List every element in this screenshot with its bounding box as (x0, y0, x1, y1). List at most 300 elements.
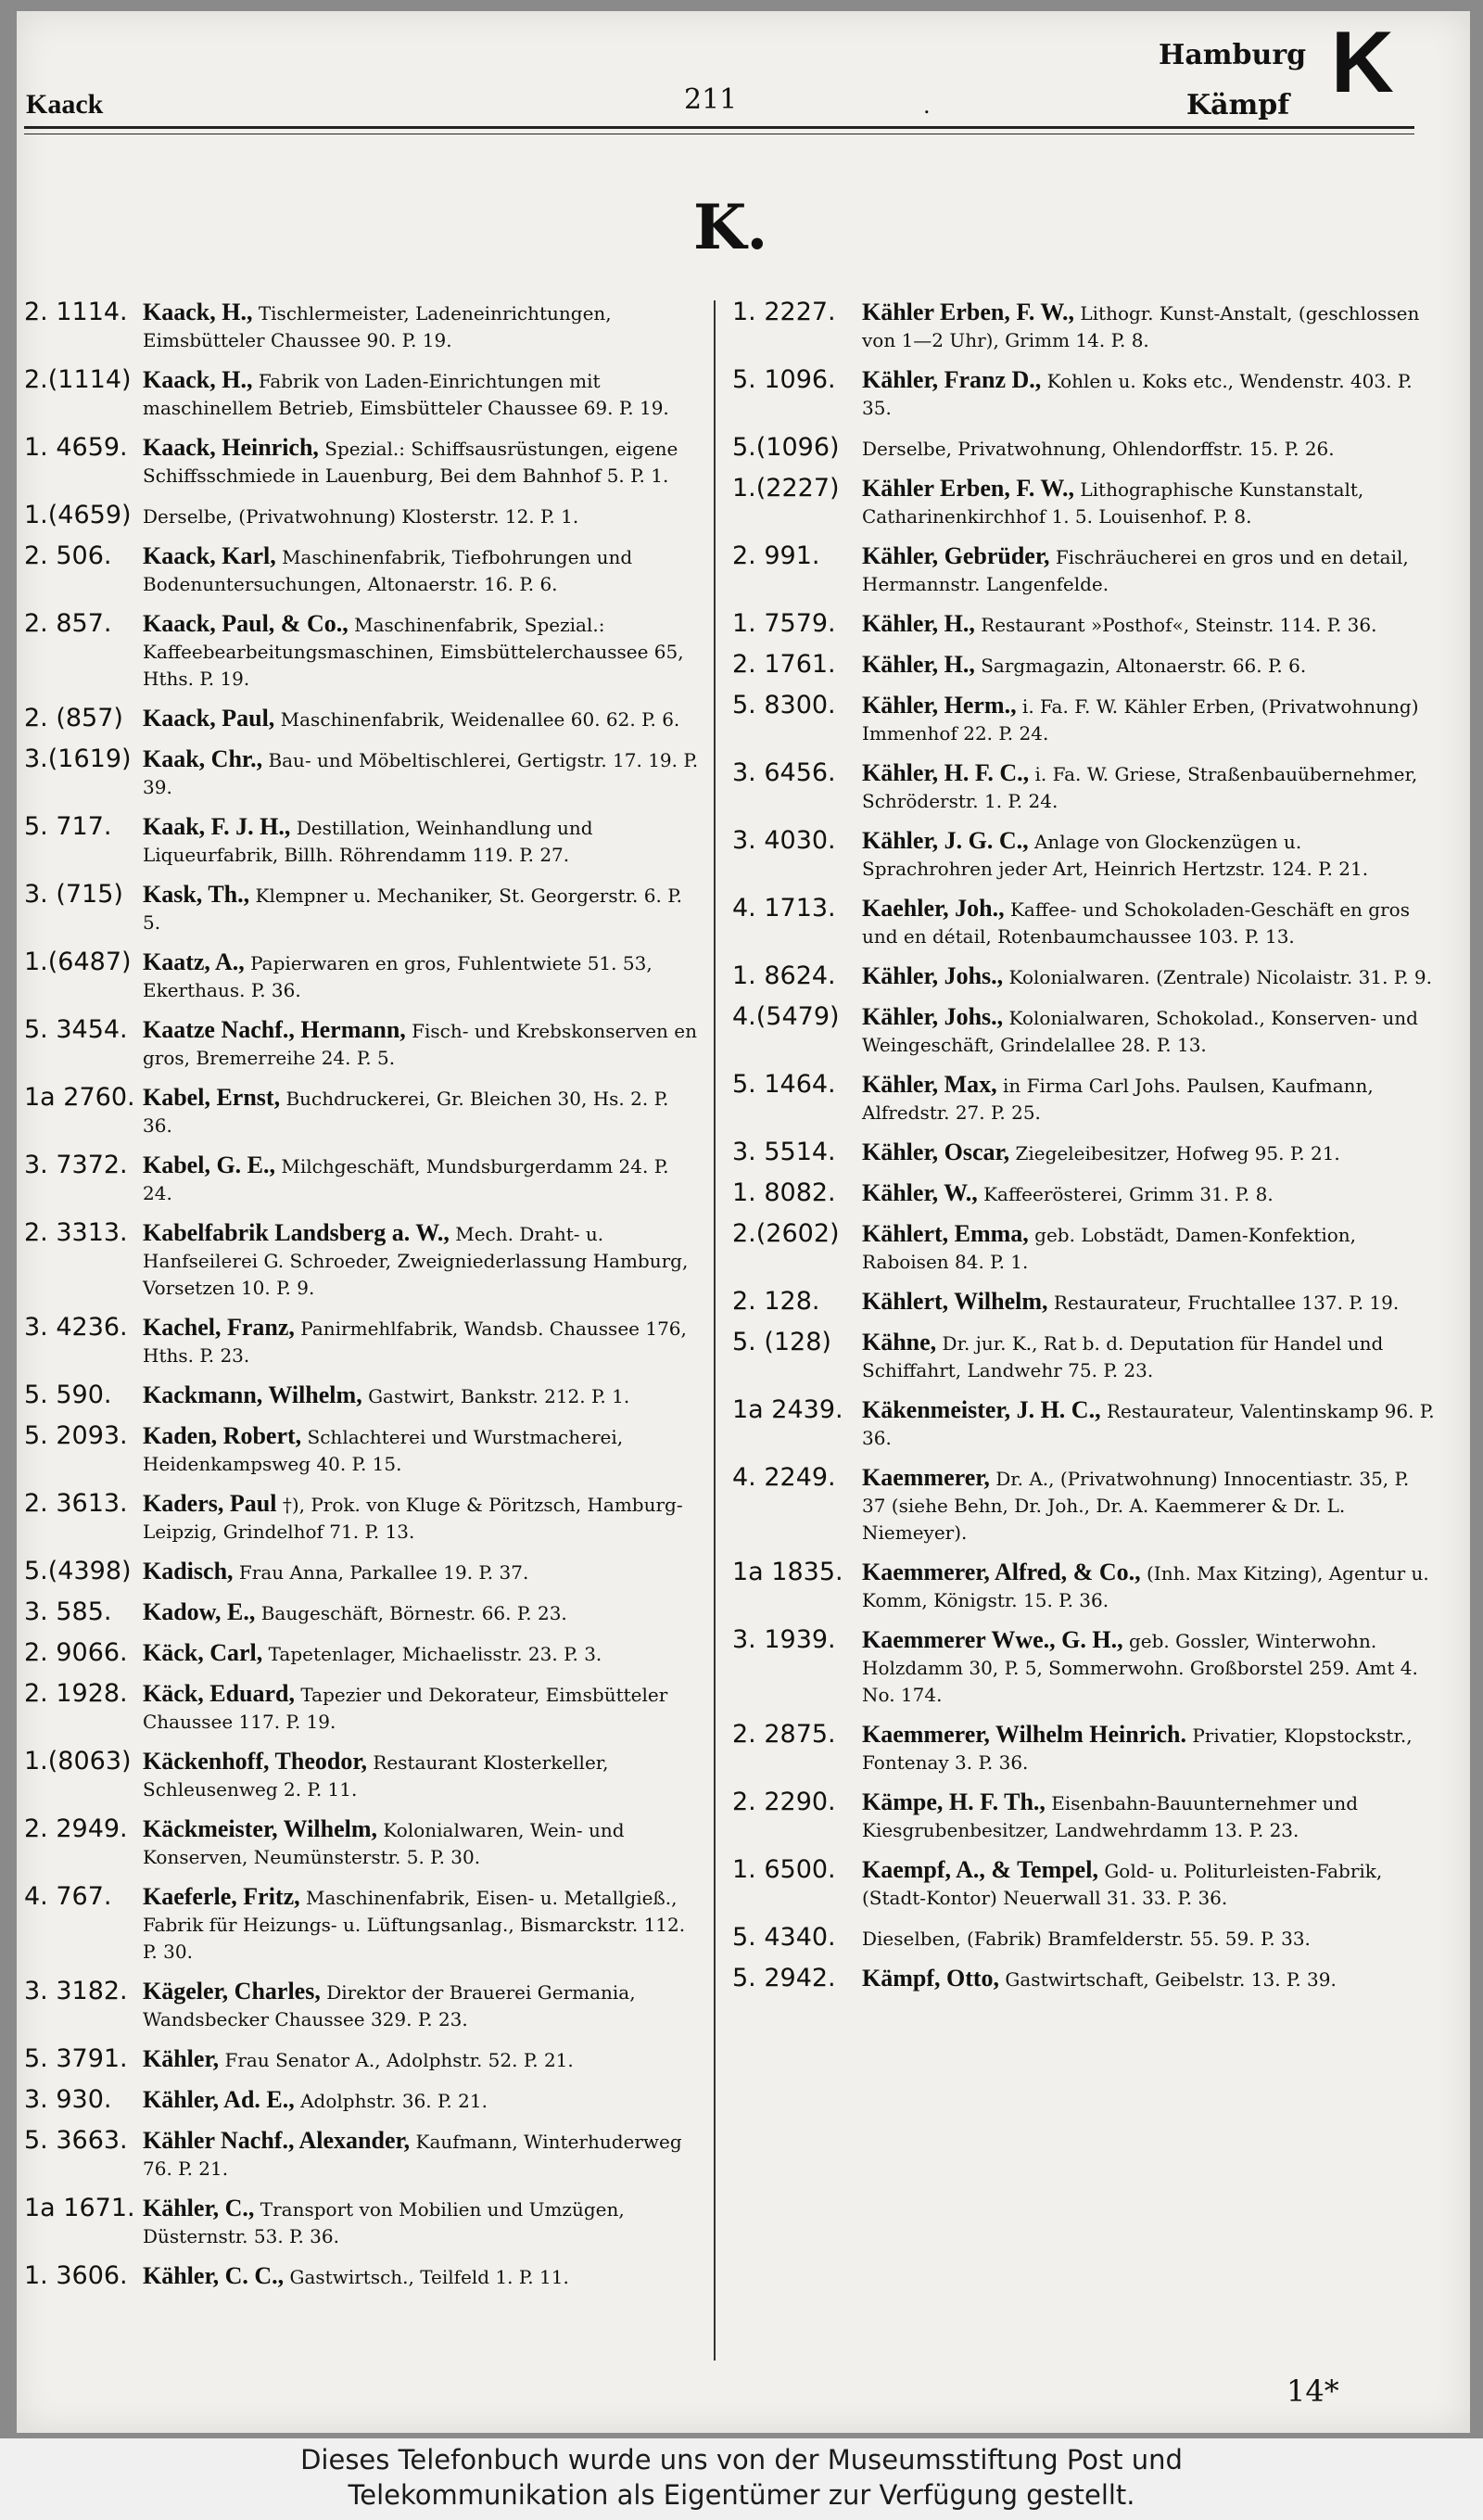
banner-line-2: Telekommunikation als Eigentümer zur Verfügung gestellt. (348, 2479, 1135, 2511)
directory-entry (732, 299, 1435, 354)
entry-name: Kask, Th., (143, 881, 250, 908)
entry-text (862, 434, 1435, 463)
entry-details: Milchgeschäft, Mundsburgerdamm 24. P. 24. (143, 1155, 669, 1204)
directory-entry (732, 1965, 1435, 1993)
phone-number: 2. 2875. (732, 1720, 836, 1749)
entry-text (143, 1558, 701, 1586)
directory-entry (24, 434, 701, 490)
phone-number: 1.(6487) (24, 948, 132, 976)
directory-entry (24, 1680, 701, 1736)
entry-name: Kähler, Max, (862, 1071, 997, 1098)
directory-entry (24, 610, 701, 693)
entry-details: Maschinenfabrik, Tiefbohrungen und Bodenuntersuchungen, Altonaerstr. 16. P. 6. (143, 546, 633, 595)
entry-details: Dr. jur. K., Rat b. d. Deputation für Handel und Schiffahrt, Landwehr 75. P. 23. (862, 1332, 1384, 1381)
phone-number: 1. 8082. (732, 1178, 836, 1207)
entry-details: Gastwirtsch., Teilfeld 1. P. 11. (289, 2266, 569, 2288)
entry-details: Frau Senator A., Adolphstr. 52. P. 21. (224, 2049, 574, 2071)
entry-name: Kaeferle, Fritz, (143, 1883, 300, 1910)
phone-number: 5. 2942. (732, 1964, 836, 1992)
entry-name: Kähler, J. G. C., (862, 827, 1029, 854)
phone-number: 2. 1761. (732, 650, 836, 679)
entry-details: (Inh. Max Kitzing), Agentur u. Komm, Königstr. 15. P. 36. (862, 1562, 1429, 1611)
phone-number: 1a 1835. (732, 1558, 843, 1586)
phone-number: 1. 4659. (24, 433, 128, 462)
entry-text (862, 1856, 1435, 1912)
entry-details: Frau Anna, Parkallee 19. P. 37. (238, 1561, 529, 1584)
directory-entry (24, 813, 701, 869)
phone-number: 2. 1114. (24, 298, 128, 326)
phone-number: 3. 1939. (732, 1625, 836, 1654)
entry-text (143, 610, 701, 693)
entry-details: Maschinenfabrik, Weidenallee 60. 62. P. 6. (280, 708, 680, 731)
entry-details: Buchdruckerei, Gr. Bleichen 30, Hs. 2. P. 36. (143, 1088, 669, 1137)
entry-name: Kaempf, A., & Tempel, (862, 1856, 1098, 1883)
right-column (732, 299, 1435, 2005)
column-divider (714, 300, 716, 2361)
phone-number: 3.(1619) (24, 745, 132, 773)
entry-details: Lithographische Kunstanstalt, Catharinenkirchhof 1. 5. Louisenhof. P. 8. (862, 478, 1364, 528)
entry-text (862, 1396, 1435, 1452)
entry-name: Kaden, Robert, (143, 1422, 302, 1449)
banner-line-1: Dieses Telefonbuch wurde uns von der Museumsstiftung Post und (300, 2444, 1183, 2475)
directory-entry (24, 1490, 701, 1546)
entry-name: Kaack, Karl, (143, 542, 276, 569)
entry-text (143, 1978, 701, 2033)
entry-text (143, 948, 701, 1004)
entry-name: Kaemmerer, Alfred, & Co., (862, 1559, 1141, 1585)
entry-name: Kaatze Nachf., Hermann, (143, 1016, 406, 1043)
directory-entry (24, 1219, 701, 1302)
phone-number: 4. 767. (24, 1882, 112, 1911)
entry-name: Kämpf, Otto, (862, 1965, 1000, 1992)
phone-number: 5. 3663. (24, 2126, 128, 2155)
entry-text (862, 542, 1435, 598)
entry-text (143, 1748, 701, 1803)
phone-number: 5. 590. (24, 1381, 112, 1409)
entry-details: i. Fa. F. W. Kähler Erben, (Privatwohnung) Immenhof 22. P. 24. (862, 695, 1419, 745)
directory-entry (732, 1856, 1435, 1912)
entry-name: Kämpe, H. F. Th., (862, 1788, 1046, 1815)
phone-number: 5.(1096) (732, 433, 840, 462)
phone-number: 2.(2602) (732, 1219, 840, 1248)
entry-name: Kählert, Emma, (862, 1220, 1029, 1247)
entry-name: Kähler, H. F. C., (862, 759, 1030, 786)
entry-name: Kaack, Heinrich, (143, 434, 319, 461)
entry-details: i. Fa. W. Griese, Straßenbauübernehmer, Schröderstr. 1. P. 24. (862, 763, 1418, 812)
entry-text (143, 745, 701, 801)
entry-text (143, 1883, 701, 1966)
directory-entry (732, 1464, 1435, 1546)
entry-name: Kähler, Oscar, (862, 1139, 1010, 1165)
entry-text (143, 1084, 701, 1139)
entry-name: Kadow, E., (143, 1598, 256, 1625)
directory-page (17, 11, 1470, 2433)
entry-details: Tapezier und Dekorateur, Eimsbütteler Chaussee 117. P. 19. (143, 1684, 668, 1733)
directory-entry (24, 366, 701, 422)
directory-entry (24, 948, 701, 1004)
phone-number: 3. 5514. (732, 1138, 836, 1166)
entry-details: Kolonialwaren, Wein- und Konserven, Neumünsterstr. 5. P. 30. (143, 1819, 625, 1868)
entry-text (143, 2262, 701, 2291)
phone-number: 1a 1671. (24, 2194, 135, 2222)
entry-name: Kähne, (862, 1329, 937, 1355)
entry-name: Kähler Erben, F. W., (862, 299, 1074, 325)
phone-number: 2. 2290. (732, 1788, 836, 1816)
entry-text (862, 1139, 1435, 1167)
phone-number: 3. 7372. (24, 1151, 128, 1179)
phone-number: 2. 128. (732, 1287, 820, 1316)
entry-text (143, 434, 701, 490)
phone-number: 2. (857) (24, 704, 123, 732)
phone-number: 5. 8300. (732, 691, 836, 719)
directory-entry (24, 502, 701, 530)
entry-details: Derselbe, (Privatwohnung) Klosterstr. 12. P. 1. (143, 505, 579, 528)
directory-entry (24, 542, 701, 598)
directory-entry (24, 705, 701, 733)
entry-details: Destillation, Weinhandlung und Liqueurfabrik, Billh. Röhrendamm 119. P. 27. (143, 817, 593, 866)
entry-text (143, 1422, 701, 1478)
entry-text (862, 962, 1435, 991)
directory-entry (24, 1084, 701, 1139)
entry-details: geb. Gossler, Winterwohn. Holzdamm 30, P. 5, Sommerwohn. Großborstel 259. Amt 4. No. 174. (862, 1630, 1418, 1706)
entry-details: Baugeschäft, Börnestr. 66. P. 23. (260, 1602, 567, 1624)
entry-text (862, 299, 1435, 354)
entry-details: Restaurant Klosterkeller, Schleusenweg 2. P. 11. (143, 1751, 609, 1801)
entry-details: Spezial.: Schiffsausrüstungen, eigene Schiffsschmiede in Lauenburg, Bei dem Bahnhof 5. P. 1. (143, 438, 678, 487)
entry-text (862, 1179, 1435, 1208)
entry-text (862, 1788, 1435, 1844)
phone-number: 1.(8063) (24, 1747, 132, 1775)
entry-details: Direktor der Brauerei Germania, Wandsbecker Chaussee 329. P. 23. (143, 1981, 636, 2030)
entry-text (143, 1152, 701, 1207)
entry-name: Kähler, Johs., (862, 962, 1004, 989)
entry-name: Käkenmeister, J. H. C., (862, 1396, 1101, 1423)
entry-name: Kaack, H., (143, 299, 253, 325)
entry-details: Panirmehlfabrik, Wandsb. Chaussee 176, Hths. P. 23. (143, 1317, 687, 1367)
entry-text (862, 1965, 1435, 1993)
entry-name: Kähler, C. C., (143, 2262, 285, 2289)
directory-entry (24, 881, 701, 936)
directory-entry (24, 1016, 701, 1072)
directory-entry (732, 366, 1435, 422)
entry-name: Kählert, Wilhelm, (862, 1288, 1048, 1315)
phone-number: 3. 4236. (24, 1313, 128, 1342)
entry-text (143, 2086, 701, 2115)
entry-name: Kabel, G. E., (143, 1152, 276, 1178)
phone-number: 5. 717. (24, 812, 112, 841)
entry-details: Maschinenfabrik, Eisen- u. Metallgieß., Fabrik für Heizungs- u. Lüftungsanlag., Bismarckstr. 112. P. 30. (143, 1887, 686, 1963)
phone-number: 3. 930. (24, 2085, 112, 2114)
phone-number: 2. 1928. (24, 1679, 128, 1708)
phone-number: 1. 8624. (732, 961, 836, 990)
signature-mark: 14* (1287, 2374, 1339, 2409)
entry-name: Kaack, Paul, (143, 705, 275, 732)
entry-name: Kackmann, Wilhelm, (143, 1381, 362, 1408)
phone-number: 3. 6456. (732, 758, 836, 787)
entry-text (143, 1598, 701, 1627)
entry-details: Derselbe, Privatwohnung, Ohlendorffstr. 15. P. 26. (862, 438, 1335, 460)
directory-entry (732, 1220, 1435, 1276)
phone-number: 5. 1464. (732, 1070, 836, 1099)
entry-details: Kolonialwaren. (Zentrale) Nicolaistr. 31. P. 9. (1008, 966, 1432, 988)
entry-details: geb. Lobstädt, Damen-Konfektion, Raboisen 84. P. 1. (862, 1224, 1357, 1273)
entry-details: Tapetenlager, Michaelisstr. 23. P. 3. (268, 1643, 602, 1665)
phone-number: 3. (715) (24, 880, 123, 909)
entry-details: †), Prok. von Kluge & Pöritzsch, Hamburg-Leipzig, Grindelhof 71. P. 13. (143, 1494, 683, 1543)
section-letter: K. (693, 191, 768, 263)
entry-name: Kähler, Franz D., (862, 366, 1042, 393)
entry-text (862, 1924, 1435, 1953)
entry-text (862, 610, 1435, 639)
entry-text (862, 475, 1435, 530)
directory-entry (24, 1639, 701, 1668)
phone-number: 5. 1096. (732, 365, 836, 394)
directory-entry (24, 1152, 701, 1207)
phone-number: 5.(4398) (24, 1557, 132, 1585)
entry-details: in Firma Carl Johs. Paulsen, Kaufmann, Alfredstr. 27. P. 25. (862, 1075, 1374, 1124)
entry-text (143, 366, 701, 422)
entry-name: Kaack, H., (143, 366, 253, 393)
entry-name: Kägeler, Charles, (143, 1978, 321, 2005)
entry-text (143, 2127, 701, 2183)
phone-number: 2. 506. (24, 541, 112, 570)
phone-number: 1.(2227) (732, 474, 840, 503)
directory-entry (24, 2086, 701, 2115)
entry-details: Bau- und Möbeltischlerei, Gertigstr. 17. 19. P. 39. (143, 749, 699, 798)
phone-number: 1a 2760. (24, 1083, 135, 1112)
phone-number: 2. 991. (732, 541, 820, 570)
phone-number: 1a 2439. (732, 1395, 843, 1424)
directory-entry (24, 2195, 701, 2250)
entry-text (862, 1329, 1435, 1384)
directory-entry (732, 1626, 1435, 1709)
directory-entry (24, 1748, 701, 1803)
directory-entry (24, 745, 701, 801)
header-letter: K (1331, 13, 1394, 110)
directory-entry (24, 299, 701, 354)
entry-details: Restaurateur, Fruchtallee 137. P. 19. (1053, 1292, 1400, 1314)
phone-number: 4. 2249. (732, 1463, 836, 1492)
entry-text (862, 1559, 1435, 1614)
entry-text (862, 366, 1435, 422)
phone-number: 2. 857. (24, 609, 112, 638)
directory-entry (732, 1788, 1435, 1844)
entry-details: Fabrik von Laden-Einrichtungen mit maschinellem Betrieb, Eimsbütteler Chaussee 69. P. 19. (143, 370, 669, 419)
phone-number: 4. 1713. (732, 894, 836, 923)
directory-entry (732, 1003, 1435, 1059)
directory-entry (24, 1883, 701, 1966)
phone-number: 1.(4659) (24, 501, 132, 529)
phone-number: 1. 6500. (732, 1855, 836, 1884)
phone-number: 4.(5479) (732, 1002, 840, 1031)
phone-number: 2. 9066. (24, 1638, 128, 1667)
entry-text (862, 827, 1435, 883)
entry-name: Kähler Nachf., Alexander, (143, 2127, 411, 2154)
phone-number: 1. 3606. (24, 2261, 128, 2290)
entry-text (143, 705, 701, 733)
entry-details: Restaurant »Posthof«, Steinstr. 114. P. 36. (981, 614, 1377, 636)
phone-number: 2. 3613. (24, 1489, 128, 1518)
phone-number: 5. 3791. (24, 2044, 128, 2073)
entry-name: Käckenhoff, Theodor, (143, 1748, 367, 1775)
phone-number: 1. 7579. (732, 609, 836, 638)
directory-entry (24, 2045, 701, 2074)
entry-details: Papierwaren en gros, Fuhlentwiete 51. 53, Ekerthaus. P. 36. (143, 952, 653, 1001)
header-right-keyword: Kämpf (1186, 89, 1290, 121)
entry-text (862, 1003, 1435, 1059)
entry-name: Kähler, H., (862, 651, 975, 678)
directory-entry (24, 1381, 701, 1410)
entry-name: Kaemmerer Wwe., G. H., (862, 1626, 1123, 1653)
entry-details: Maschinenfabrik, Spezial.: Kaffeebearbeitungsmaschinen, Eimsbüttelerchaussee 65, Hths. P. 19. (143, 614, 684, 690)
entry-text (862, 1464, 1435, 1546)
header-city: Hamburg (1159, 39, 1307, 71)
directory-entry (24, 1314, 701, 1369)
entry-text (143, 542, 701, 598)
entry-details: Schlachterei und Wurstmacherei, Heidenkampsweg 40. P. 15. (143, 1426, 624, 1475)
directory-entry (732, 434, 1435, 463)
directory-entry (732, 475, 1435, 530)
entry-name: Kachel, Franz, (143, 1314, 295, 1341)
entry-name: Käck, Carl, (143, 1639, 263, 1666)
entry-details: Lithogr. Kunst-Anstalt, (geschlossen von 1—2 Uhr), Grimm 14. P. 8. (862, 302, 1420, 351)
directory-entry (732, 895, 1435, 950)
entry-text (143, 1219, 701, 1302)
directory-entry (24, 1422, 701, 1478)
entry-details: Eisenbahn-Bauunternehmer und Kiesgrubenbesitzer, Landwehrdamm 13. P. 23. (862, 1792, 1359, 1841)
phone-number: 2. 2949. (24, 1814, 128, 1843)
entry-details: Fisch- und Krebskonserven en gros, Bremerreihe 24. P. 5. (143, 1020, 697, 1069)
directory-entry (732, 542, 1435, 598)
entry-name: Kaders, Paul (143, 1490, 277, 1517)
directory-entry (732, 827, 1435, 883)
entry-text (862, 1071, 1435, 1126)
phone-number: 3. 585. (24, 1597, 112, 1626)
phone-number: 5. (128) (732, 1328, 831, 1356)
entry-text (143, 2195, 701, 2250)
entry-name: Kaak, F. J. H., (143, 813, 291, 840)
directory-entry (732, 1559, 1435, 1614)
phone-number: 2. 3313. (24, 1218, 128, 1247)
entry-text (862, 692, 1435, 747)
entry-text (143, 881, 701, 936)
header-left-keyword: Kaack (26, 89, 104, 120)
directory-entry (732, 651, 1435, 680)
entry-details: Fischräucherei en gros und en detail, Hermannstr. Langenfelde. (862, 546, 1409, 595)
phone-number: 2.(1114) (24, 365, 132, 394)
entry-text (143, 1815, 701, 1871)
entry-details: Anlage von Glockenzügen u. Sprachrohren jeder Art, Heinrich Hertzstr. 124. P. 21. (862, 831, 1369, 880)
entry-name: Kadisch, (143, 1558, 234, 1585)
directory-entry (24, 1598, 701, 1627)
entry-name: Kaemmerer, (862, 1464, 990, 1491)
entry-name: Kähler, Gebrüder, (862, 542, 1050, 569)
entry-details: Gold- u. Politurleisten-Fabrik, (Stadt-Kontor) Neuerwall 31. 33. P. 36. (862, 1860, 1383, 1909)
entry-text (143, 1314, 701, 1369)
entry-name: Kaatz, A., (143, 948, 245, 975)
directory-entry (24, 2127, 701, 2183)
directory-entry (732, 692, 1435, 747)
directory-entry (732, 1329, 1435, 1384)
header-dot: . (923, 93, 931, 119)
phone-number: 1. 2227. (732, 298, 836, 326)
entry-name: Kaack, Paul, & Co., (143, 610, 349, 637)
entry-details: Privatier, Klopstockstr., Fontenay 3. P. 36. (862, 1725, 1413, 1774)
entry-details: Dr. A., (Privatwohnung) Innocentiastr. 35, P. 37 (siehe Behn, Dr. Joh., Dr. A. Kaemmerer & Dr. L. Niemeyer). (862, 1468, 1410, 1544)
entry-details: Kaufmann, Winterhuderweg 76. P. 21. (143, 2131, 682, 2180)
directory-entry (732, 1071, 1435, 1126)
phone-number: 5. 4340. (732, 1923, 836, 1952)
entry-details: Mech. Draht- u. Hanfseilerei G. Schroeder, Zweigniederlassung Hamburg, Vorsetzen 10. P. 9. (143, 1223, 689, 1299)
entry-text (862, 1220, 1435, 1276)
entry-name: Käckmeister, Wilhelm, (143, 1815, 378, 1842)
entry-name: Kähler, C., (143, 2195, 255, 2221)
directory-entry (732, 1139, 1435, 1167)
directory-entry (732, 1721, 1435, 1776)
entry-name: Kähler, W., (862, 1179, 978, 1206)
entry-details: Dieselben, (Fabrik) Bramfelderstr. 55. 59. P. 33. (862, 1928, 1311, 1950)
entry-text (143, 1639, 701, 1668)
entry-name: Kähler, Johs., (862, 1003, 1004, 1030)
entry-details: Kohlen u. Koks etc., Wendenstr. 403. P. 35. (862, 370, 1413, 419)
entry-details: Tischlermeister, Ladeneinrichtungen, Eimsbütteler Chaussee 90. P. 19. (143, 302, 612, 351)
entry-text (143, 2045, 701, 2074)
directory-entry (732, 1288, 1435, 1317)
entry-details: Ziegeleibesitzer, Hofweg 95. P. 21. (1015, 1142, 1340, 1165)
entry-text (862, 1288, 1435, 1317)
entry-name: Kähler Erben, F. W., (862, 475, 1074, 502)
entry-details: Transport von Mobilien und Umzügen, Düsternstr. 53. P. 36. (143, 2198, 625, 2247)
entry-details: Kaffee- und Schokoladen-Geschäft en gros und en détail, Rotenbaumchaussee 103. P. 13. (862, 898, 1410, 948)
entry-name: Kaemmerer, Wilhelm Heinrich. (862, 1721, 1186, 1748)
entry-details: Gastwirt, Bankstr. 212. P. 1. (368, 1385, 630, 1407)
entry-text (862, 1626, 1435, 1709)
entry-name: Kähler, H., (862, 610, 975, 637)
entry-details: Klempner u. Mechaniker, St. Georgerstr. 6. P. 5. (143, 885, 682, 934)
entry-text (862, 1721, 1435, 1776)
entry-name: Kabel, Ernst, (143, 1084, 281, 1111)
entry-text (862, 651, 1435, 680)
entry-name: Kähler, Herm., (862, 692, 1017, 719)
phone-number: 5. 3454. (24, 1015, 128, 1044)
header-rule-thick (24, 126, 1414, 129)
entry-text (143, 502, 701, 530)
directory-entry (732, 1924, 1435, 1953)
entry-name: Kabelfabrik Landsberg a. W., (143, 1219, 450, 1246)
page-number: 211 (684, 83, 738, 116)
entry-details: Restaurateur, Valentinskamp 96. P. 36. (862, 1400, 1435, 1449)
entry-details: Kolonialwaren, Schokolad., Konserven- und Weingeschäft, Grindelallee 28. P. 13. (862, 1007, 1418, 1056)
entry-text (143, 1490, 701, 1546)
directory-entry (24, 1558, 701, 1586)
entry-name: Kähler, Ad. E., (143, 2086, 295, 2113)
directory-entry (732, 759, 1435, 815)
entry-details: Sargmagazin, Altonaerstr. 66. P. 6. (981, 655, 1307, 677)
left-column (24, 299, 701, 2303)
entry-text (143, 299, 701, 354)
entry-text (862, 895, 1435, 950)
directory-entry (24, 1978, 701, 2033)
entry-details: Adolphstr. 36. P. 21. (300, 2090, 488, 2112)
phone-number: 3. 4030. (732, 826, 836, 855)
entry-details: Gastwirtschaft, Geibelstr. 13. P. 39. (1005, 1968, 1337, 1991)
directory-entry (732, 1179, 1435, 1208)
entry-name: Kaak, Chr., (143, 745, 263, 772)
ownership-banner (0, 2438, 1483, 2520)
entry-text (143, 1381, 701, 1410)
entry-text (143, 813, 701, 869)
directory-entry (24, 1815, 701, 1871)
